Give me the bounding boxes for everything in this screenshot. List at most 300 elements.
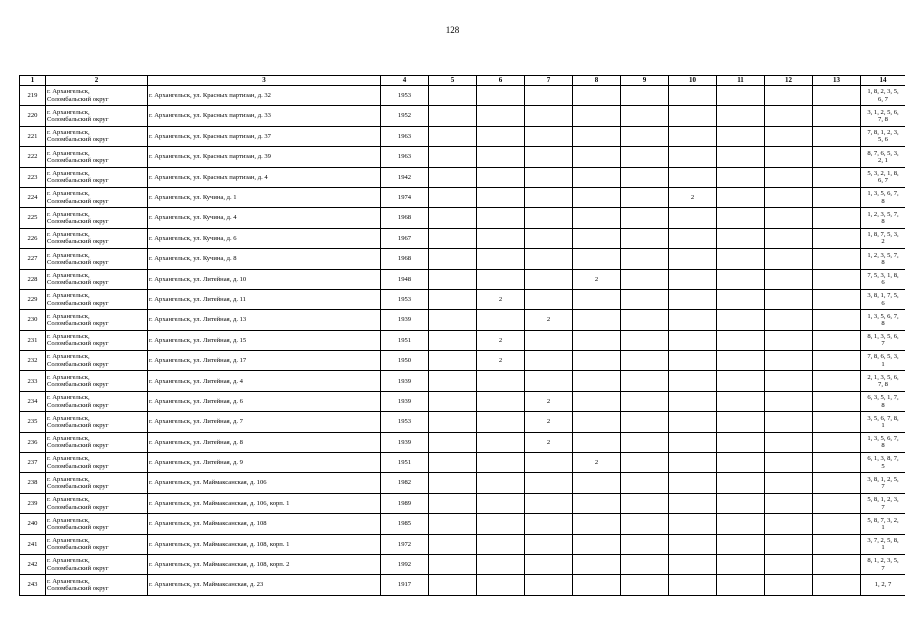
value-cell (765, 453, 813, 473)
sequence-line: 6 (881, 279, 885, 287)
column-header: 4 (381, 76, 429, 86)
value-cell (621, 351, 669, 371)
value-cell (717, 147, 765, 167)
value-cell (525, 249, 573, 269)
address-cell: г. Архангельск, ул. Маймаксанская, д. 108, корп. 2 (148, 554, 381, 574)
value-cell (525, 187, 573, 207)
value-cell (429, 575, 477, 595)
value-cell (573, 167, 621, 187)
row-number-cell: 233 (20, 371, 46, 391)
value-cell (813, 493, 861, 513)
year-cell: 1989 (381, 493, 429, 513)
value-cell (669, 554, 717, 574)
district-line: г. Архангельск, (47, 496, 90, 504)
value-cell (525, 289, 573, 309)
column-header: 10 (669, 76, 717, 86)
year-cell: 1939 (381, 371, 429, 391)
value-cell (525, 228, 573, 248)
value-cell (429, 453, 477, 473)
district-cell (46, 289, 148, 309)
value-cell (477, 147, 525, 167)
value-cell (669, 330, 717, 350)
address-cell: г. Архангельск, ул. Маймаксанская, д. 108, корп. 1 (148, 534, 381, 554)
value-cell (573, 412, 621, 432)
row-number-cell: 219 (20, 86, 46, 106)
address-cell: г. Архангельск, ул. Литейная, д. 11 (148, 289, 381, 309)
district-line: Соломбальский округ (47, 156, 109, 164)
value-cell (813, 187, 861, 207)
value-cell (669, 412, 717, 432)
value-cell (621, 167, 669, 187)
address-cell: г. Архангельск, ул. Кучина, д. 1 (148, 187, 381, 207)
address-cell: г. Архангельск, ул. Кучина, д. 4 (148, 208, 381, 228)
value-cell (717, 391, 765, 411)
sequence-line: 2, 1, 3, 5, 6, (867, 373, 899, 381)
sequence-cell (861, 453, 905, 473)
value-cell (477, 106, 525, 126)
sequence-cell (861, 269, 905, 289)
sequence-line: 7, 8, 6, 5, 3, (867, 353, 899, 361)
sequence-line: 8 (881, 218, 885, 226)
sequence-cell (861, 534, 905, 554)
district-line: г. Архангельск, (47, 271, 90, 279)
sequence-line: 6, 3, 5, 1, 7, (867, 394, 899, 402)
sequence-line: 3, 8, 1, 7, 5, (867, 292, 899, 300)
sequence-cell (861, 310, 905, 330)
column-header: 9 (621, 76, 669, 86)
district-cell (46, 432, 148, 452)
value-cell (669, 106, 717, 126)
value-cell (477, 473, 525, 493)
address-cell: г. Архангельск, ул. Красных партизан, д. 39 (148, 147, 381, 167)
value-cell (669, 514, 717, 534)
value-cell (525, 106, 573, 126)
sequence-cell (861, 371, 905, 391)
sequence-line: 5, 8, 1, 2, 3, (867, 496, 899, 504)
sequence-line: 5, 6 (878, 136, 888, 144)
table-row (20, 106, 905, 126)
sequence-line: 7 (881, 340, 885, 348)
table-row (20, 249, 905, 269)
value-cell (813, 575, 861, 595)
value-cell (765, 575, 813, 595)
value-cell (477, 249, 525, 269)
table-row (20, 534, 905, 554)
value-cell (813, 310, 861, 330)
row-number-cell: 235 (20, 412, 46, 432)
value-cell (429, 391, 477, 411)
value-cell (525, 575, 573, 595)
district-line: г. Архангельск, (47, 210, 90, 218)
table-row (20, 371, 905, 391)
sequence-line: 1 (881, 544, 885, 552)
district-line: Соломбальский округ (47, 258, 109, 266)
district-line: г. Архангельск, (47, 88, 90, 96)
value-cell (429, 371, 477, 391)
header-row (20, 76, 905, 86)
value-cell (813, 351, 861, 371)
district-line: г. Архангельск, (47, 353, 90, 361)
value-cell (813, 371, 861, 391)
year-cell: 1951 (381, 330, 429, 350)
sequence-cell (861, 86, 905, 106)
table-row (20, 187, 905, 207)
table-row (20, 330, 905, 350)
row-number-cell: 229 (20, 289, 46, 309)
sequence-cell (861, 351, 905, 371)
value-cell (429, 126, 477, 146)
value-cell (813, 126, 861, 146)
district-line: Соломбальский округ (47, 340, 109, 348)
value-cell (669, 167, 717, 187)
sequence-line: 1, 2, 3, 5, 7, (867, 210, 899, 218)
sequence-cell (861, 554, 905, 574)
address-cell: г. Архангельск, ул. Маймаксанская, д. 106 (148, 473, 381, 493)
value-cell (669, 208, 717, 228)
value-cell (717, 534, 765, 554)
district-cell (46, 453, 148, 473)
value-cell (477, 228, 525, 248)
value-cell (573, 106, 621, 126)
value-cell (717, 126, 765, 146)
value-cell (477, 208, 525, 228)
row-number-cell: 220 (20, 106, 46, 126)
value-cell (813, 86, 861, 106)
table-row (20, 167, 905, 187)
value-cell (621, 473, 669, 493)
sequence-cell (861, 249, 905, 269)
value-cell (429, 330, 477, 350)
year-cell: 1974 (381, 187, 429, 207)
address-cell: г. Архангельск, ул. Литейная, д. 4 (148, 371, 381, 391)
column-header: 11 (717, 76, 765, 86)
year-cell: 1939 (381, 310, 429, 330)
row-number-cell: 242 (20, 554, 46, 574)
year-cell: 1968 (381, 249, 429, 269)
district-cell (46, 514, 148, 534)
value-cell (669, 493, 717, 513)
value-cell (717, 453, 765, 473)
value-cell: 2 (525, 412, 573, 432)
sequence-cell (861, 126, 905, 146)
value-cell (717, 473, 765, 493)
district-cell (46, 249, 148, 269)
value-cell (669, 432, 717, 452)
column-header: 3 (148, 76, 381, 86)
value-cell (813, 330, 861, 350)
column-header: 13 (813, 76, 861, 86)
district-line: Соломбальский округ (47, 442, 109, 450)
sequence-line: 1 (881, 523, 885, 531)
sequence-line: 3, 1, 2, 5, 6, (867, 108, 899, 116)
value-cell (621, 126, 669, 146)
column-header: 8 (573, 76, 621, 86)
column-header: 5 (429, 76, 477, 86)
value-cell (525, 514, 573, 534)
value-cell (429, 351, 477, 371)
value-cell (717, 187, 765, 207)
column-header: 6 (477, 76, 525, 86)
value-cell (429, 187, 477, 207)
housing-register-table (19, 75, 905, 596)
sequence-cell (861, 412, 905, 432)
value-cell (429, 554, 477, 574)
year-cell: 1917 (381, 575, 429, 595)
district-line: Соломбальский округ (47, 177, 109, 185)
value-cell (717, 208, 765, 228)
sequence-line: 1 (881, 421, 885, 429)
sequence-line: 2, 1 (878, 156, 888, 164)
sequence-cell (861, 187, 905, 207)
district-line: Соломбальский округ (47, 523, 109, 531)
sequence-line: 8 (881, 401, 885, 409)
address-cell: г. Архангельск, ул. Маймаксанская, д. 108 (148, 514, 381, 534)
district-line: г. Архангельск, (47, 312, 90, 320)
value-cell: 2 (477, 289, 525, 309)
address-cell: г. Архангельск, ул. Кучина, д. 6 (148, 228, 381, 248)
district-line: г. Архангельск, (47, 475, 90, 483)
sequence-line: 7 (881, 503, 885, 511)
year-cell: 1953 (381, 289, 429, 309)
sequence-line: 7, 8, 1, 2, 3, (867, 129, 899, 137)
year-cell: 1951 (381, 453, 429, 473)
row-number-cell: 241 (20, 534, 46, 554)
page-number: 128 (445, 25, 460, 35)
value-cell: 2 (573, 269, 621, 289)
district-cell (46, 351, 148, 371)
value-cell (621, 147, 669, 167)
address-cell: г. Архангельск, ул. Литейная, д. 15 (148, 330, 381, 350)
value-cell (429, 473, 477, 493)
table-row (20, 269, 905, 289)
year-cell: 1982 (381, 473, 429, 493)
value-cell (429, 514, 477, 534)
address-cell: г. Архангельск, ул. Красных партизан, д. 4 (148, 167, 381, 187)
value-cell (717, 575, 765, 595)
value-cell: 2 (573, 453, 621, 473)
value-cell (669, 473, 717, 493)
value-cell (669, 575, 717, 595)
value-cell (813, 147, 861, 167)
value-cell (765, 534, 813, 554)
district-line: г. Архангельск, (47, 577, 90, 585)
row-number-cell: 238 (20, 473, 46, 493)
value-cell (717, 289, 765, 309)
year-cell: 1948 (381, 269, 429, 289)
year-cell: 1939 (381, 432, 429, 452)
value-cell (813, 554, 861, 574)
value-cell (621, 391, 669, 411)
value-cell: 2 (525, 391, 573, 411)
district-line: г. Архангельск, (47, 129, 90, 137)
table-row (20, 453, 905, 473)
value-cell (525, 351, 573, 371)
value-cell (525, 269, 573, 289)
value-cell (765, 473, 813, 493)
row-number-cell: 230 (20, 310, 46, 330)
table-row (20, 208, 905, 228)
value-cell (813, 167, 861, 187)
row-number-cell: 236 (20, 432, 46, 452)
sequence-line: 6 (881, 299, 885, 307)
value-cell (429, 249, 477, 269)
district-cell (46, 228, 148, 248)
value-cell (429, 493, 477, 513)
value-cell (669, 228, 717, 248)
sequence-cell (861, 575, 905, 595)
district-line: г. Архангельск, (47, 394, 90, 402)
value-cell (573, 86, 621, 106)
sequence-line: 7 (881, 564, 885, 572)
value-cell (717, 371, 765, 391)
sequence-line: 2 (881, 238, 885, 246)
value-cell (573, 432, 621, 452)
value-cell (573, 330, 621, 350)
value-cell (525, 534, 573, 554)
value-cell (477, 412, 525, 432)
value-cell (621, 310, 669, 330)
value-cell (621, 269, 669, 289)
column-header: 7 (525, 76, 573, 86)
value-cell (429, 86, 477, 106)
value-cell (573, 554, 621, 574)
sequence-line: 8, 7, 6, 5, 3, (867, 149, 899, 157)
district-line: Соломбальский округ (47, 299, 109, 307)
district-line: г. Архангельск, (47, 169, 90, 177)
value-cell (765, 86, 813, 106)
value-cell (813, 432, 861, 452)
district-line: г. Архангельск, (47, 414, 90, 422)
value-cell (813, 228, 861, 248)
district-line: Соломбальский округ (47, 218, 109, 226)
value-cell (765, 412, 813, 432)
value-cell (765, 269, 813, 289)
value-cell (717, 412, 765, 432)
value-cell (477, 554, 525, 574)
sequence-line: 8, 1, 3, 5, 6, (867, 333, 899, 341)
address-cell: г. Архангельск, ул. Кучина, д. 8 (148, 249, 381, 269)
value-cell (525, 208, 573, 228)
value-cell (717, 493, 765, 513)
value-cell (573, 249, 621, 269)
value-cell (621, 289, 669, 309)
value-cell: 2 (525, 310, 573, 330)
value-cell (813, 412, 861, 432)
district-line: Соломбальский округ (47, 238, 109, 246)
value-cell (813, 473, 861, 493)
row-number-cell: 231 (20, 330, 46, 350)
sequence-cell (861, 167, 905, 187)
district-line: г. Архангельск, (47, 536, 90, 544)
district-line: Соломбальский округ (47, 279, 109, 287)
value-cell (717, 269, 765, 289)
value-cell (669, 269, 717, 289)
district-cell (46, 371, 148, 391)
row-number-cell: 240 (20, 514, 46, 534)
value-cell (429, 269, 477, 289)
row-number-cell: 225 (20, 208, 46, 228)
value-cell (813, 453, 861, 473)
sequence-line: 3, 7, 2, 5, 8, (867, 536, 899, 544)
value-cell (477, 371, 525, 391)
district-cell (46, 208, 148, 228)
year-cell: 1963 (381, 147, 429, 167)
value-cell (765, 187, 813, 207)
district-line: г. Архангельск, (47, 455, 90, 463)
sequence-line: 7 (881, 483, 885, 491)
value-cell (669, 391, 717, 411)
value-cell (669, 351, 717, 371)
district-line: г. Архангельск, (47, 557, 90, 565)
district-line: г. Архангельск, (47, 149, 90, 157)
row-number-cell: 232 (20, 351, 46, 371)
column-header: 2 (46, 76, 148, 86)
value-cell (717, 167, 765, 187)
district-line: Соломбальский округ (47, 564, 109, 572)
value-cell (765, 371, 813, 391)
value-cell (717, 514, 765, 534)
year-cell: 1972 (381, 534, 429, 554)
value-cell (765, 310, 813, 330)
sequence-cell (861, 514, 905, 534)
value-cell (717, 310, 765, 330)
sequence-line: 1, 8, 2, 3, 5, (867, 88, 899, 96)
row-number-cell: 224 (20, 187, 46, 207)
row-number-cell: 237 (20, 453, 46, 473)
value-cell (717, 106, 765, 126)
value-cell (621, 208, 669, 228)
value-cell (765, 106, 813, 126)
value-cell (765, 493, 813, 513)
sequence-cell (861, 147, 905, 167)
value-cell (573, 310, 621, 330)
value-cell (669, 126, 717, 146)
district-line: Соломбальский округ (47, 116, 109, 124)
value-cell (621, 432, 669, 452)
value-cell (621, 412, 669, 432)
district-line: Соломбальский округ (47, 381, 109, 389)
value-cell (765, 514, 813, 534)
sequence-cell (861, 208, 905, 228)
sequence-line: 7, 8 (878, 116, 888, 124)
value-cell (621, 493, 669, 513)
value-cell (429, 534, 477, 554)
value-cell (621, 534, 669, 554)
value-cell (573, 534, 621, 554)
sequence-line: 3, 5, 6, 7, 8, (867, 414, 899, 422)
value-cell (429, 208, 477, 228)
table-row (20, 575, 905, 595)
district-cell (46, 493, 148, 513)
district-line: Соломбальский округ (47, 197, 109, 205)
sequence-line: 8 (881, 197, 885, 205)
value-cell (621, 330, 669, 350)
district-cell (46, 473, 148, 493)
value-cell (525, 453, 573, 473)
value-cell (717, 432, 765, 452)
value-cell (621, 187, 669, 207)
sequence-line: 1 (881, 360, 885, 368)
sequence-cell (861, 289, 905, 309)
table-row (20, 514, 905, 534)
sequence-line: 8 (881, 442, 885, 450)
value-cell (813, 269, 861, 289)
district-line: Соломбальский округ (47, 483, 109, 491)
value-cell (477, 167, 525, 187)
value-cell (477, 453, 525, 473)
sequence-cell (861, 106, 905, 126)
sequence-line: 8 (881, 258, 885, 266)
